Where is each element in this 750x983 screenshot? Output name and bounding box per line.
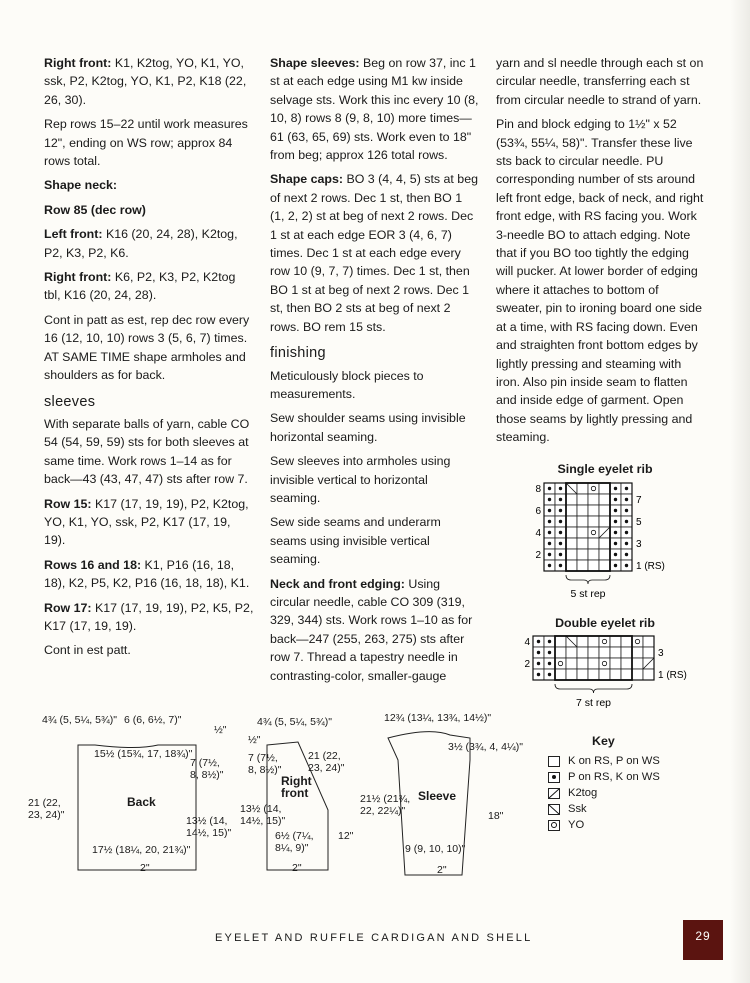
back-rib-measure: 2" <box>140 862 150 874</box>
chart-cell <box>621 636 632 647</box>
paragraph-label: Right front: <box>44 270 112 285</box>
chart-row-label: 3 <box>658 648 664 659</box>
front-rib-measure: 2" <box>292 862 302 874</box>
purl-dot <box>548 542 551 545</box>
purl-dot <box>537 640 540 643</box>
purl-dot <box>614 564 617 567</box>
paragraph <box>44 495 254 550</box>
purl-dot <box>625 487 628 490</box>
chart-row-label: 2 <box>524 659 530 670</box>
chart-cell <box>555 669 566 680</box>
paragraph-label: Shape sleeves: <box>270 56 360 70</box>
paragraph: With separate balls of yarn, cable CO 54 (54, 59, 59) sts for both sleeves at same time. Work rows 1–14 as for back—43 (43, 47, 47) sts after row 7. <box>44 416 250 487</box>
chart-cell <box>588 636 599 647</box>
paragraph-text: K17 (17, 19, 19), P2, K2tog, YO, K1, YO, ssk, P2, K17 (17, 19, 19). <box>44 496 249 548</box>
back-length-measure: 21 (22, 23, 24)" <box>28 797 65 821</box>
purl-dot <box>548 531 551 534</box>
chart-cell <box>588 658 599 669</box>
chart-cell <box>643 636 654 647</box>
paragraph-text: BO 3 (4, 4, 5) sts at beg of next 2 rows. Dec 1 st, then BO 1 (1, 2, 2) st at beg of next 2 rows. Dec 1 st at each edge EOR 3 (4, 6, 7) times. Dec 1 st at each edge every row 10 (9, 7, 7) times. Dec 1 st, then BO 1 st at beg of next 2 rows. Dec 1 st, then BO 2 sts at beg of next 2 rows. BO rem 15 sts. <box>270 172 478 334</box>
chart-cell <box>577 647 588 658</box>
paragraph-label: Row 17: <box>44 600 92 615</box>
chart-cell <box>610 658 621 669</box>
running-footer-title: EYELET AND RUFFLE CARDIGAN AND SHELL <box>215 932 533 944</box>
chart-cell <box>599 538 610 549</box>
purl-dot <box>559 553 562 556</box>
chart-cell <box>577 538 588 549</box>
chart-cell <box>643 669 654 680</box>
paragraph-text: K6, P2, K3, P2, K2tog tbl, K16 (20, 24, 28). <box>44 270 236 303</box>
chart-cell <box>621 658 632 669</box>
sleeve-top-measure: 12¾ (13¼, 13¾, 14½)" <box>384 712 492 724</box>
chart-row-label: 4 <box>535 528 541 539</box>
chart-cell <box>566 560 577 571</box>
front-edge-measure: 12" <box>338 830 354 842</box>
front-armhole-measure: 7 (7½, 8, 8½)" <box>248 752 282 776</box>
key-item <box>548 802 660 816</box>
chart-cell <box>566 505 577 516</box>
chart-cell <box>577 494 588 505</box>
chart-cell <box>599 494 610 505</box>
chart-cell <box>577 560 588 571</box>
chart-cell <box>588 505 599 516</box>
purl-dot <box>625 542 628 545</box>
purl-dot <box>559 542 562 545</box>
chart-cell <box>588 516 599 527</box>
back-shoulder-measure: 4¾ (5, 5¼, 5¾)" <box>42 714 117 726</box>
key-legend <box>548 734 660 834</box>
chart-cell <box>555 658 566 669</box>
purl-dot <box>559 509 562 512</box>
chart-cell <box>632 669 643 680</box>
purl-dot <box>548 564 551 567</box>
chart-cell <box>599 658 610 669</box>
chart-row-label: 2 <box>535 550 541 561</box>
key-item-label: YO <box>568 819 585 831</box>
chart-cell <box>610 669 621 680</box>
chart-cell <box>599 483 610 494</box>
purl-dot <box>614 520 617 523</box>
front-side-measure: 13½ (14, 14½, 15)" <box>240 803 286 827</box>
chart-cell <box>599 505 610 516</box>
chart-cell <box>610 636 621 647</box>
paragraph-text: K16 (20, 24, 28), K2tog, P2, K3, P2, K6. <box>44 227 238 260</box>
front-width-measure: 6½ (7¼, 8¼, 9)" <box>275 830 314 854</box>
paragraph-text: K1, K2tog, YO, K1, YO, ssk, P2, K2tog, YO, K1, P2, K18 (22, 26, 30). <box>44 56 247 107</box>
purl-dot <box>559 520 562 523</box>
purl-dot <box>625 498 628 501</box>
garment-schematics <box>0 705 540 895</box>
chart-cell <box>599 549 610 560</box>
section-heading: sleeves <box>44 393 96 410</box>
front-shoulder-measure: 4¾ (5, 5¼, 5¾)" <box>257 716 332 728</box>
repeat-brace <box>555 684 632 693</box>
chart-cell <box>577 669 588 680</box>
key-item-label: K on RS, P on WS <box>568 755 660 767</box>
purl-dot <box>625 553 628 556</box>
sleeve-cuff-measure: 9 (9, 10, 10)" <box>405 843 466 855</box>
chart-cell <box>566 494 577 505</box>
key-item <box>548 786 660 800</box>
dot-square-icon <box>548 772 560 783</box>
back-hem-measure: 17½ (18¼, 20, 21¾)" <box>92 844 191 856</box>
chart-cell <box>566 538 577 549</box>
chart-cell <box>588 527 599 538</box>
chart-cell <box>632 636 643 647</box>
purl-dot <box>537 673 540 676</box>
chart-cell <box>643 647 654 658</box>
chart-cell <box>599 516 610 527</box>
back-neck-measure: 6 (6, 6½, 7)" <box>124 714 182 726</box>
purl-dot <box>614 487 617 490</box>
paragraph-label: Neck and front edging: <box>270 576 405 591</box>
double-eyelet-rib-chart <box>515 633 705 713</box>
chart-row-label: 4 <box>524 637 530 648</box>
paragraph-text: K17 (17, 19, 19), P2, K5, P2, K17 (17, 19, 19). <box>44 600 254 633</box>
paragraph-label: Left front: <box>44 227 103 242</box>
single-eyelet-rib-chart <box>530 480 700 605</box>
page-number: 29 <box>683 920 723 960</box>
purl-dot <box>548 662 551 665</box>
chart-cell <box>588 669 599 680</box>
paragraph: Sew side seams and underarm seams using invisible vertical seaming. <box>270 515 441 567</box>
paragraph <box>270 170 480 336</box>
chart-cell <box>566 647 577 658</box>
purl-dot <box>625 509 628 512</box>
purl-dot <box>548 487 551 490</box>
chart-cell <box>577 483 588 494</box>
purl-dot <box>548 553 551 556</box>
purl-dot <box>559 498 562 501</box>
back-armhole-measure: 7 (7½, 8, 8½)" <box>190 757 224 781</box>
chart-title-double-eyelet-rib: Double eyelet rib <box>555 616 655 630</box>
sleeve-rib-measure: 2" <box>437 864 447 876</box>
chart-row-label: 5 <box>636 517 642 528</box>
yo-square-icon <box>548 820 560 831</box>
chart-cell <box>621 647 632 658</box>
blank-square-icon <box>548 756 560 767</box>
paragraph: Rep rows 15–22 until work measures 12", ending on WS row; approx 84 rows total. <box>44 117 248 169</box>
purl-dot <box>548 651 551 654</box>
paragraph: yarn and sl needle through each st on circular needle, transferring each st from circular needle to strand of yarn. <box>496 56 704 107</box>
chart-cell <box>599 647 610 658</box>
front-length-measure: 21 (22, 23, 24)" <box>308 750 345 774</box>
ssk-square-icon <box>548 804 560 815</box>
paragraph: Cont in patt as est, rep dec row every 16 (12, 10, 10) rows 3 (5, 6, 7) times. AT SAME TIME shape armholes and shoulders as for back. <box>44 312 250 383</box>
purl-dot <box>559 564 562 567</box>
paragraph-text: Beg on row 37, inc 1 st at each edge using M1 kw inside selvage sts. Work this inc every 10 (8, 10, 8) rows 8 (9, 8, 10) more times—61 (63, 65, 69) sts. Work even to 18" from beg; approx 126 total rows. <box>270 56 479 163</box>
back-chest-measure: 15½ (15¾, 17, 18¾)" <box>94 748 193 760</box>
purl-dot <box>548 509 551 512</box>
chart-cell <box>599 669 610 680</box>
paragraph <box>44 54 254 109</box>
back-neck-depth: ½" <box>214 724 227 736</box>
purl-dot <box>614 509 617 512</box>
chart-cell <box>577 658 588 669</box>
chart-cell <box>632 647 643 658</box>
chart-cell <box>577 527 588 538</box>
chart-row-label: 7 <box>636 495 642 506</box>
chart-row-label: 1 (RS) <box>636 561 665 572</box>
paragraph-text: K1, P16 (16, 18, 18), K2, P5, K2, P16 (16, 18, 18), K1. <box>44 557 250 591</box>
repeat-brace <box>566 575 610 584</box>
paragraph <box>44 268 254 305</box>
paragraph-label: Right front: <box>44 56 112 70</box>
page-edge-shadow <box>730 0 750 983</box>
sleeve-length-measure: 21½ (21¾, 22, 22¼)" <box>360 793 411 817</box>
chart-cell <box>577 505 588 516</box>
paragraph-label: Rows 16 and 18: <box>44 557 142 572</box>
purl-dot <box>559 531 562 534</box>
subheading: Shape neck: <box>44 178 117 193</box>
paragraph <box>44 556 254 593</box>
subheading: Row 85 (dec row) <box>44 202 146 217</box>
key-item-label: K2tog <box>568 787 598 799</box>
paragraph-label: Row 15: <box>44 496 92 511</box>
purl-dot <box>548 640 551 643</box>
chart-cell <box>577 549 588 560</box>
chart-cell <box>555 636 566 647</box>
purl-dot <box>548 520 551 523</box>
chart-cell <box>588 538 599 549</box>
key-item <box>548 770 660 784</box>
paragraph: Cont in est patt. <box>44 643 131 658</box>
chart-cell <box>610 647 621 658</box>
purl-dot <box>548 498 551 501</box>
chart-row-label: 3 <box>636 539 642 550</box>
purl-dot <box>625 531 628 534</box>
paragraph-label: Shape caps: <box>270 172 343 187</box>
key-item <box>548 754 660 768</box>
back-label: Back <box>127 795 156 809</box>
purl-dot <box>625 520 628 523</box>
purl-dot <box>614 553 617 556</box>
chart-cell <box>599 636 610 647</box>
chart-row-label: 8 <box>535 484 541 495</box>
chart-cell <box>588 483 599 494</box>
repeat-label: 7 st rep <box>575 697 612 709</box>
sleeve-cap-measure: 3½ (3¾, 4, 4¼)" <box>448 741 523 753</box>
chart-cell <box>588 494 599 505</box>
paragraph <box>44 599 254 636</box>
paragraph: Pin and block edging to 1½" x 52 (53¾, 55¼, 58)". Transfer these live sts back to circular needle. PU corresponding number of sts around left front edge, back of neck, and right front edge, with RS facing you. Work 3-needle BO to attach edging. Note that if you BO too tightly the edging will pucker. At lower border of edging where it attaches to bottom of sweater, pin to ironing board one side at a time, with RS facing down. Even and straighten front bottom edges by lightly pressing and steaming with iron. Also pin inside seam to flatten and inside edge of garment. Open those seams by lightly pressing and steaming. <box>496 117 704 445</box>
chart-row-label: 1 (RS) <box>658 670 687 681</box>
back-side-measure: 13½ (14, 14½, 15)" <box>186 815 232 839</box>
purl-dot <box>537 651 540 654</box>
repeat-label: 5 st rep <box>570 588 606 600</box>
chart-cell <box>555 647 566 658</box>
chart-cell <box>566 549 577 560</box>
chart-row-label: 6 <box>535 506 541 517</box>
chart-cell <box>577 636 588 647</box>
chart-cell <box>588 560 599 571</box>
key-item-label: Ssk <box>568 803 587 815</box>
text-column-3 <box>496 54 708 453</box>
purl-dot <box>548 673 551 676</box>
text-column-1 <box>44 54 254 666</box>
chart-cell <box>566 669 577 680</box>
purl-dot <box>559 487 562 490</box>
chart-cell <box>588 647 599 658</box>
paragraph: Meticulously block pieces to measurements. <box>270 368 424 401</box>
chart-title-single-eyelet-rib: Single eyelet rib <box>557 462 653 476</box>
purl-dot <box>625 564 628 567</box>
key-item-label: P on RS, K on WS <box>568 771 660 783</box>
chart-cell <box>566 516 577 527</box>
sleeve-underarm-measure: 18" <box>488 810 504 822</box>
chart-cell <box>599 560 610 571</box>
paragraph <box>270 575 480 685</box>
paragraph <box>270 54 480 164</box>
paragraph <box>44 225 254 262</box>
section-heading: finishing <box>270 345 326 362</box>
chart-cell <box>632 658 643 669</box>
paragraph: Sew sleeves into armholes using invisible vertical to horizontal seaming. <box>270 454 451 505</box>
purl-dot <box>614 531 617 534</box>
k2tog-square-icon <box>548 788 560 799</box>
sleeve-label: Sleeve <box>418 789 457 803</box>
paragraph: Sew shoulder seams using invisible horizontal seaming. <box>270 411 466 444</box>
text-column-2 <box>270 54 480 691</box>
front-label: Right front <box>281 774 312 800</box>
paragraph-text: Using circular needle, cable CO 309 (319, 329, 344) sts. Work rows 1–10 as for back—247 (255, 263, 275) sts after row 7. Thread a tapestry needle in contrasting-color, smaller-gauge <box>270 576 473 683</box>
purl-dot <box>537 662 540 665</box>
purl-dot <box>614 542 617 545</box>
chart-cell <box>621 669 632 680</box>
key-item <box>548 818 660 832</box>
chart-cell <box>588 549 599 560</box>
key-title: Key <box>592 734 615 748</box>
chart-cell <box>566 658 577 669</box>
chart-cell <box>577 516 588 527</box>
purl-dot <box>614 498 617 501</box>
chart-cell <box>566 527 577 538</box>
front-neck-depth: ½" <box>248 734 261 746</box>
